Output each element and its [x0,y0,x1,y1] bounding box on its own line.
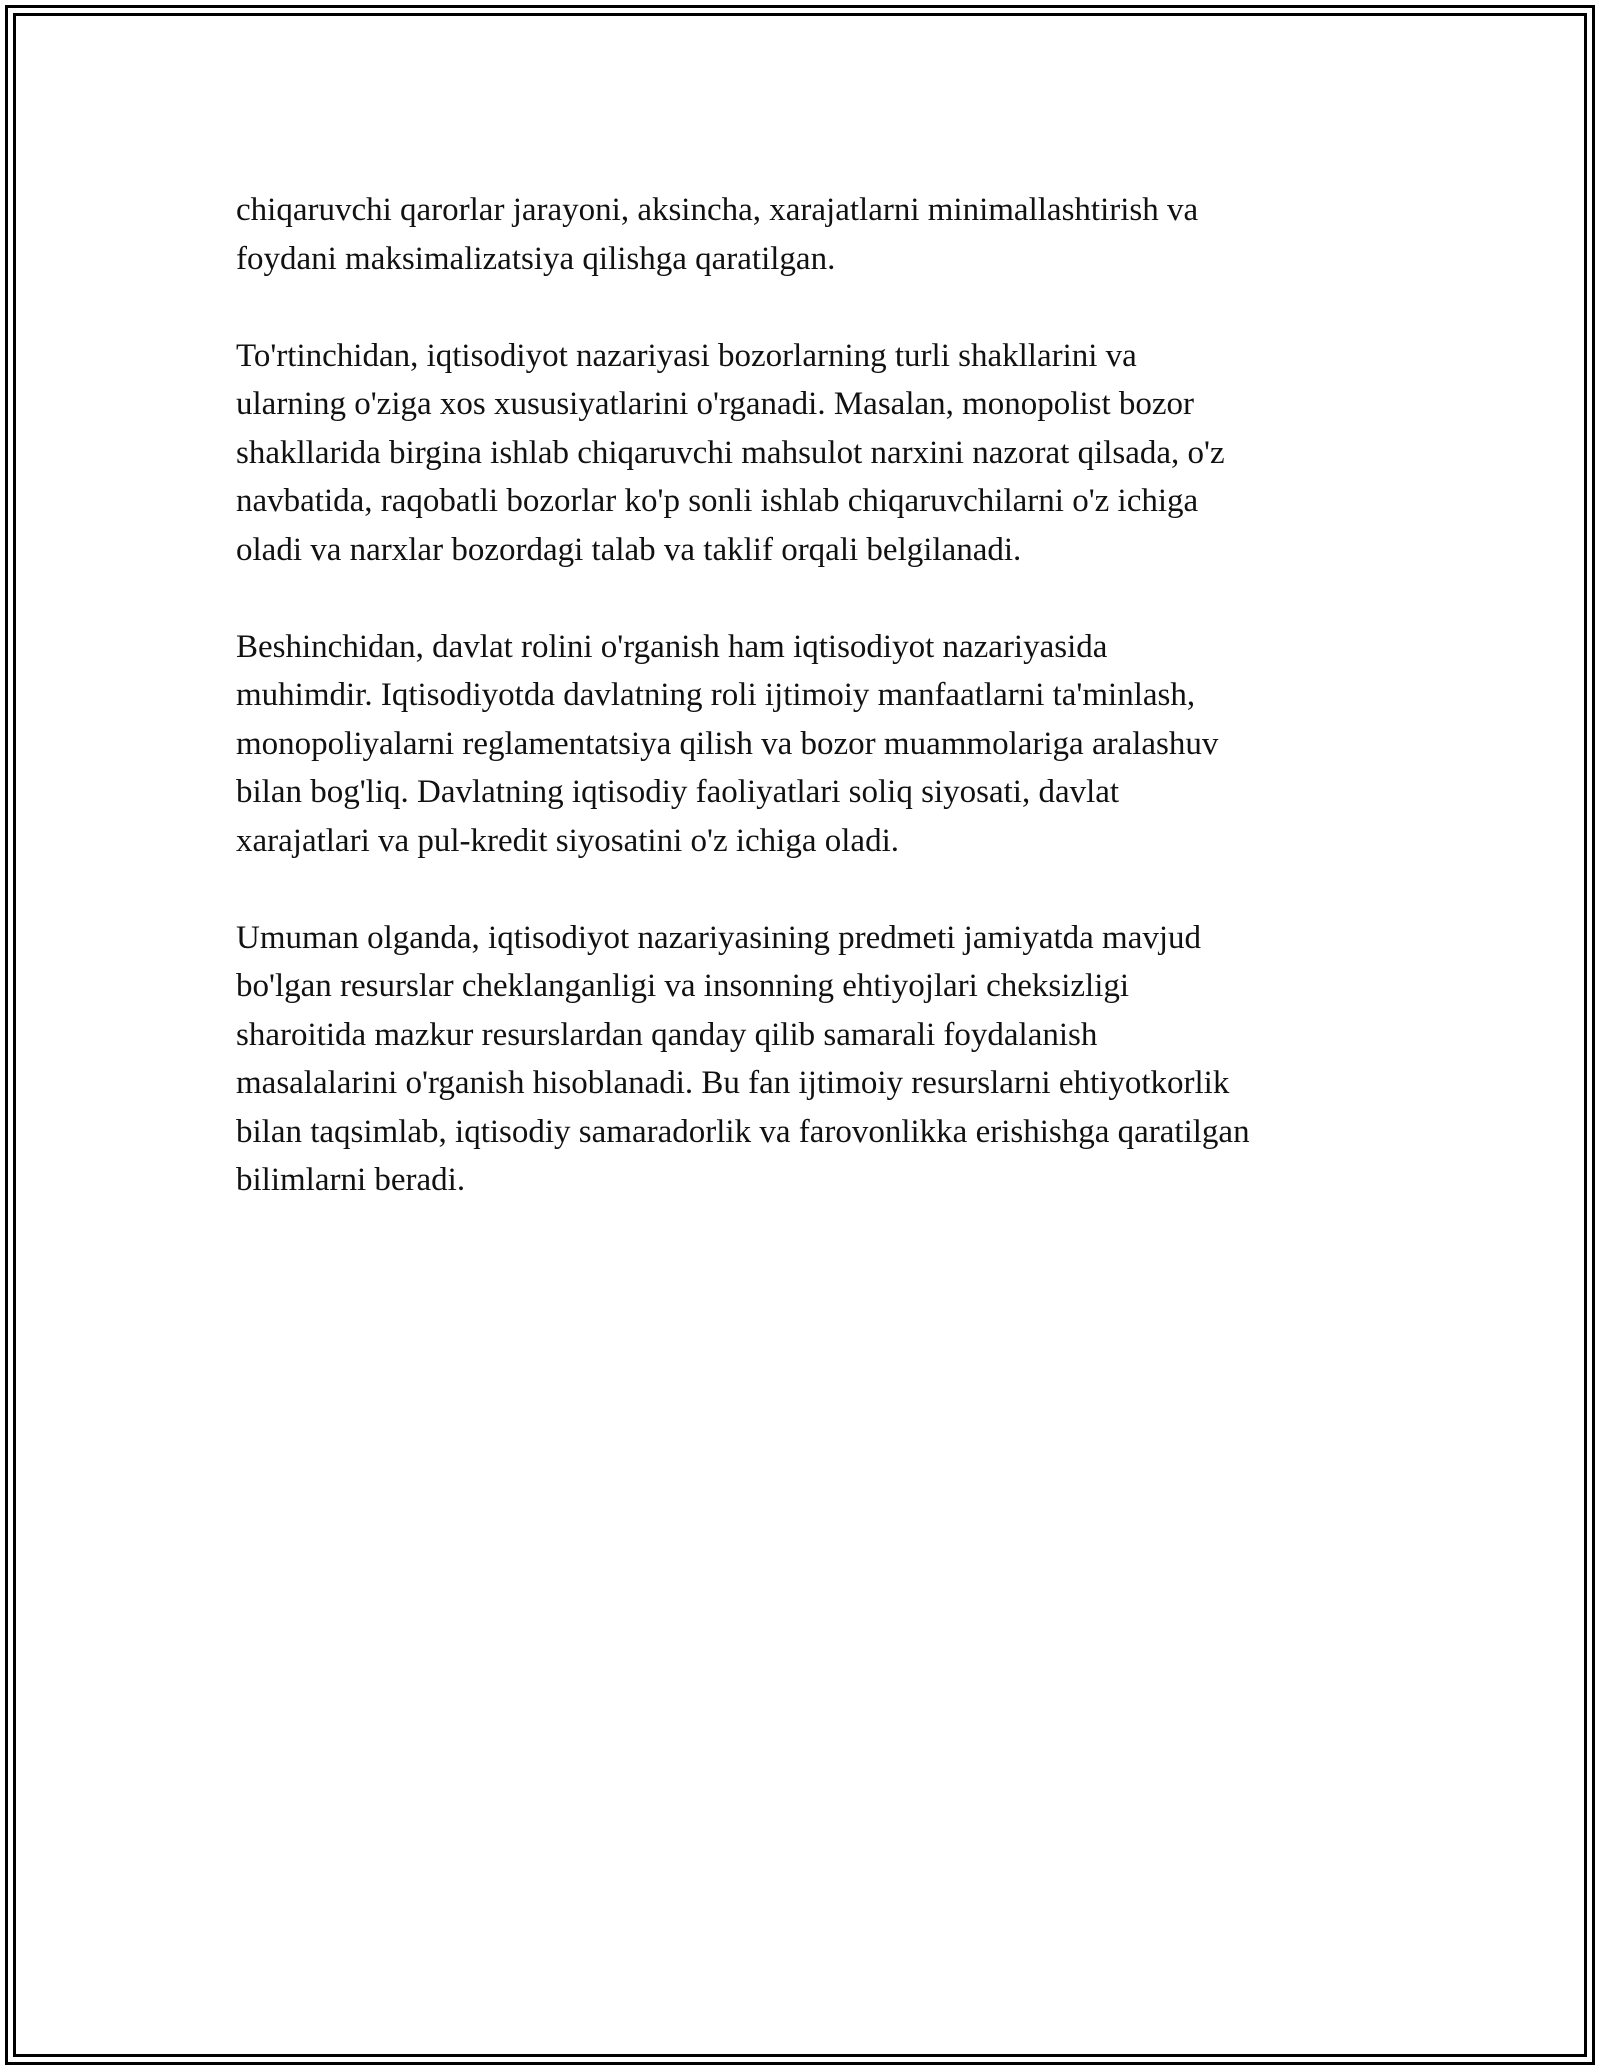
paragraph-line: monopoliyalarni reglamentatsiya qilish va bozor muammolariga aralashuv [236,725,1219,762]
paragraph-line: bilan taqsimlab, iqtisodiy samaradorlik va farovonlikka erishishga qaratilgan [236,1113,1250,1150]
paragraph-line: xarajatlari va pul-kredit siyosatini o'z ichiga oladi. [236,822,899,859]
paragraph-line: oladi va narxlar bozordagi talab va taklif orqali belgilanadi. [236,531,1022,568]
paragraph-4 [236,914,1386,1205]
paragraph-line: navbatida, raqobatli bozorlar ko'p sonli ishlab chiqaruvchilarni o'z ichiga [236,483,1199,519]
paragraph-1 [236,186,1386,283]
paragraph-line: ularning o'ziga xos xususiyatlarini o'rganadi. Masalan, monopolist bozor [236,386,1195,422]
paragraph-line: masalalarini o'rganish hisoblanadi. Bu fan ijtimoiy resurslarni ehtiyotkorlik [236,1065,1230,1101]
paragraph-2 [236,332,1386,575]
paragraph-line: Umuman olganda, iqtisodiyot nazariyasining predmeti jamiyatda mavjud [236,919,1202,956]
paragraph-line: Beshinchidan, davlat rolini o'rganish ham iqtisodiyot nazariyasida [236,628,1108,665]
paragraph-line: chiqaruvchi qarorlar jarayoni, aksincha, xarajatlarni minimallashtirish va [236,192,1199,228]
paragraph-line: To'rtinchidan, iqtisodiyot nazariyasi bozorlarning turli shakllarini va [236,337,1137,374]
document-body [236,186,1386,1253]
paragraph-3 [236,623,1386,866]
paragraph-line: bilimlarni beradi. [236,1162,466,1198]
paragraph-line: muhimdir. Iqtisodiyotda davlatning roli ijtimoiy manfaatlarni ta'minlash, [236,677,1196,713]
paragraph-line: bo'lgan resurslar cheklanganligi va insonning ehtiyojlari cheksizligi [236,968,1130,1004]
paragraph-line: bilan bog'liq. Davlatning iqtisodiy faoliyatlari soliq siyosati, davlat [236,774,1120,810]
paragraph-line: foydani maksimalizatsiya qilishga qaratilgan. [236,240,836,277]
paragraph-line: shakllarida birgina ishlab chiqaruvchi mahsulot narxini nazorat qilsada, o'z [236,434,1225,471]
paragraph-line: sharoitida mazkur resurslardan qanday qilib samarali foydalanish [236,1016,1098,1053]
